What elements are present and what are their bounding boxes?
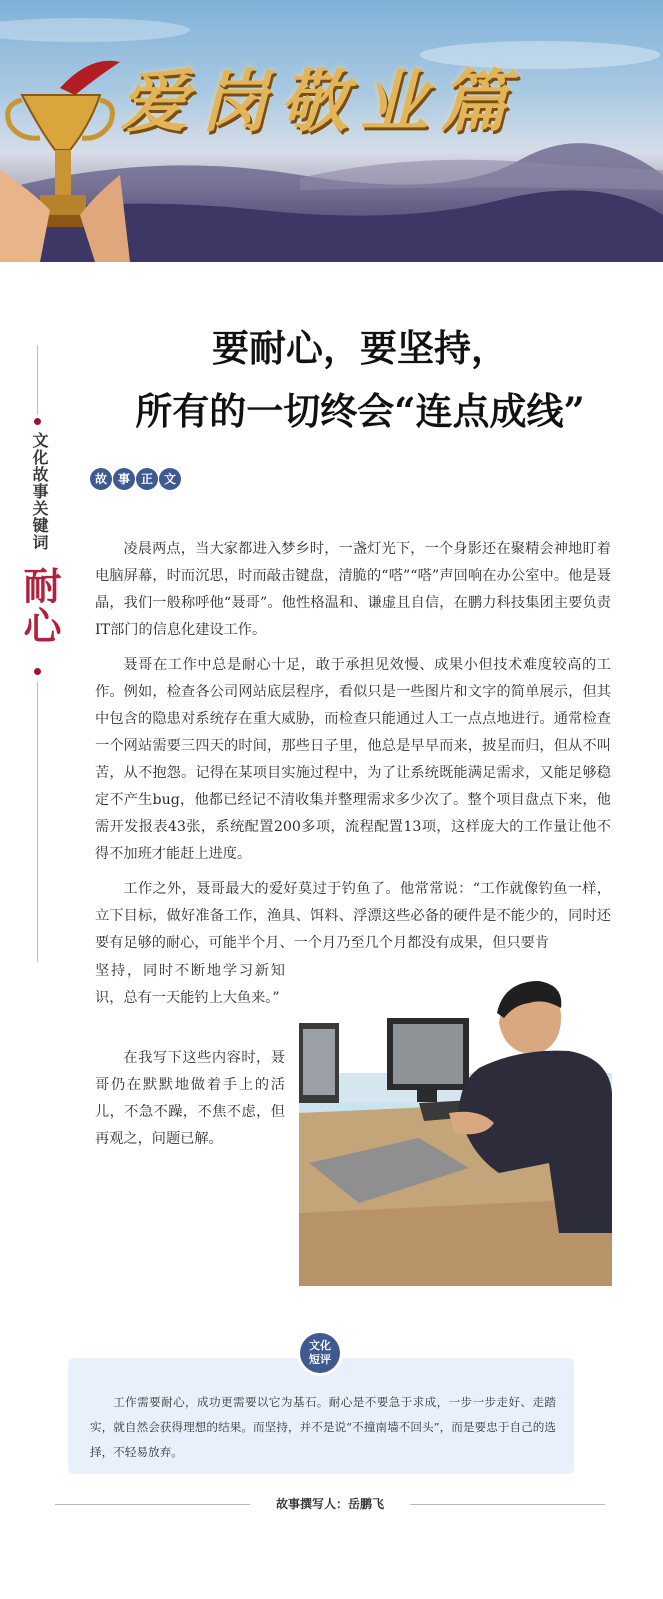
sidebar-dot-bottom xyxy=(34,668,41,675)
body-paragraph-3-continued: 坚持，同时不断地学习新知识，总有一天能钓上大鱼来。” xyxy=(95,963,285,1006)
review-text: 工作需要耐心，成功更需要以它为基石。耐心是不要急于求成，一步一步走好、走踏实，就自然会获得理想的结果。而坚持，并不是说“不撞南墙不回头”，而是要忠于自己的选择，不轻易放弃。 xyxy=(90,1395,556,1459)
review-badge xyxy=(300,1333,340,1373)
byline: 故事撰写人：岳鹏飞 xyxy=(250,1495,410,1513)
section-badge-char: 正 xyxy=(136,468,158,490)
sidebar-dot-top xyxy=(34,418,41,425)
header-banner xyxy=(0,0,663,262)
sidebar-divider-top xyxy=(37,345,38,415)
byline-rule-left xyxy=(55,1504,255,1505)
review-badge-line-2: 短评 xyxy=(309,1353,331,1366)
sidebar-divider-bottom xyxy=(37,682,38,962)
section-badge xyxy=(90,468,181,490)
sidebar-keyword: 耐心 xyxy=(17,566,62,646)
office-worker-illustration xyxy=(299,963,612,1286)
body-paragraph-2: 聂哥在工作中总是耐心十足，敢于承担见效慢、成果小但技术难度较高的工作。例如，检查各公司网站底层程序，看似只是一些图片和文字的简单展示，但其中包含的隐患对系统存在重大威胁，而检查只能通过人工一点点地进行。通常检查一个网站需要三四天的时间，那些日子里，他总是早早而来，披星而归，但从不叫苦，从不抱怨。记得在某项目实施过程中，为了让系统既能满足需求，又能足够稳定不产生bug，他都已经记不清收集并整理需求多少次了。整个项目盘点下来，他需开发报表43张，系统配置200多项，流程配置13项，这样庞大的工作量让他不得不加班才能赶上进度。 xyxy=(95,657,611,862)
section-badge-char: 事 xyxy=(113,468,135,490)
article-headline xyxy=(70,317,650,443)
body-paragraph-3: 工作之外，聂哥最大的爱好莫过于钓鱼了。他常常说：“工作就像钓鱼一样，立下目标，做好准备工作，渔具、饵料、浮漂这些必备的硬件是不能少的，同时还要有足够的耐心，可能半个月、一个月乃至几个月都没有成果，但只要肯 xyxy=(95,881,611,951)
illustration-graphic xyxy=(299,963,612,1286)
section-badge-char: 故 xyxy=(90,468,112,490)
sidebar-keyword-label: 文化故事关键词 xyxy=(30,432,49,551)
body-paragraph-1: 凌晨两点，当大家都进入梦乡时，一盏灯光下，一个身影还在聚精会神地盯着电脑屏幕，时而沉思，时而敲击键盘，清脆的“嗒”“嗒”声回响在办公室中。他是聂晶，我们一般称呼他“聂哥”。他性格温和、谦虚且自信，在鹏力科技集团主要负责IT部门的信息化建设工作。 xyxy=(95,541,611,638)
body-paragraph-4: 在我写下这些内容时，聂哥仍在默默地做着手上的活儿，不急不躁，不焦不虑，但再观之，问题已解。 xyxy=(95,1050,285,1147)
byline-rule-right xyxy=(405,1504,605,1505)
review-badge-line-1: 文化 xyxy=(309,1339,331,1352)
section-badge-char: 文 xyxy=(159,468,181,490)
headline-line-2: 所有的一切终会“连点成线” xyxy=(135,389,585,433)
banner-title: 爱岗敬业篇 xyxy=(120,62,521,142)
headline-line-1: 要耐心，要坚持， xyxy=(212,326,508,370)
